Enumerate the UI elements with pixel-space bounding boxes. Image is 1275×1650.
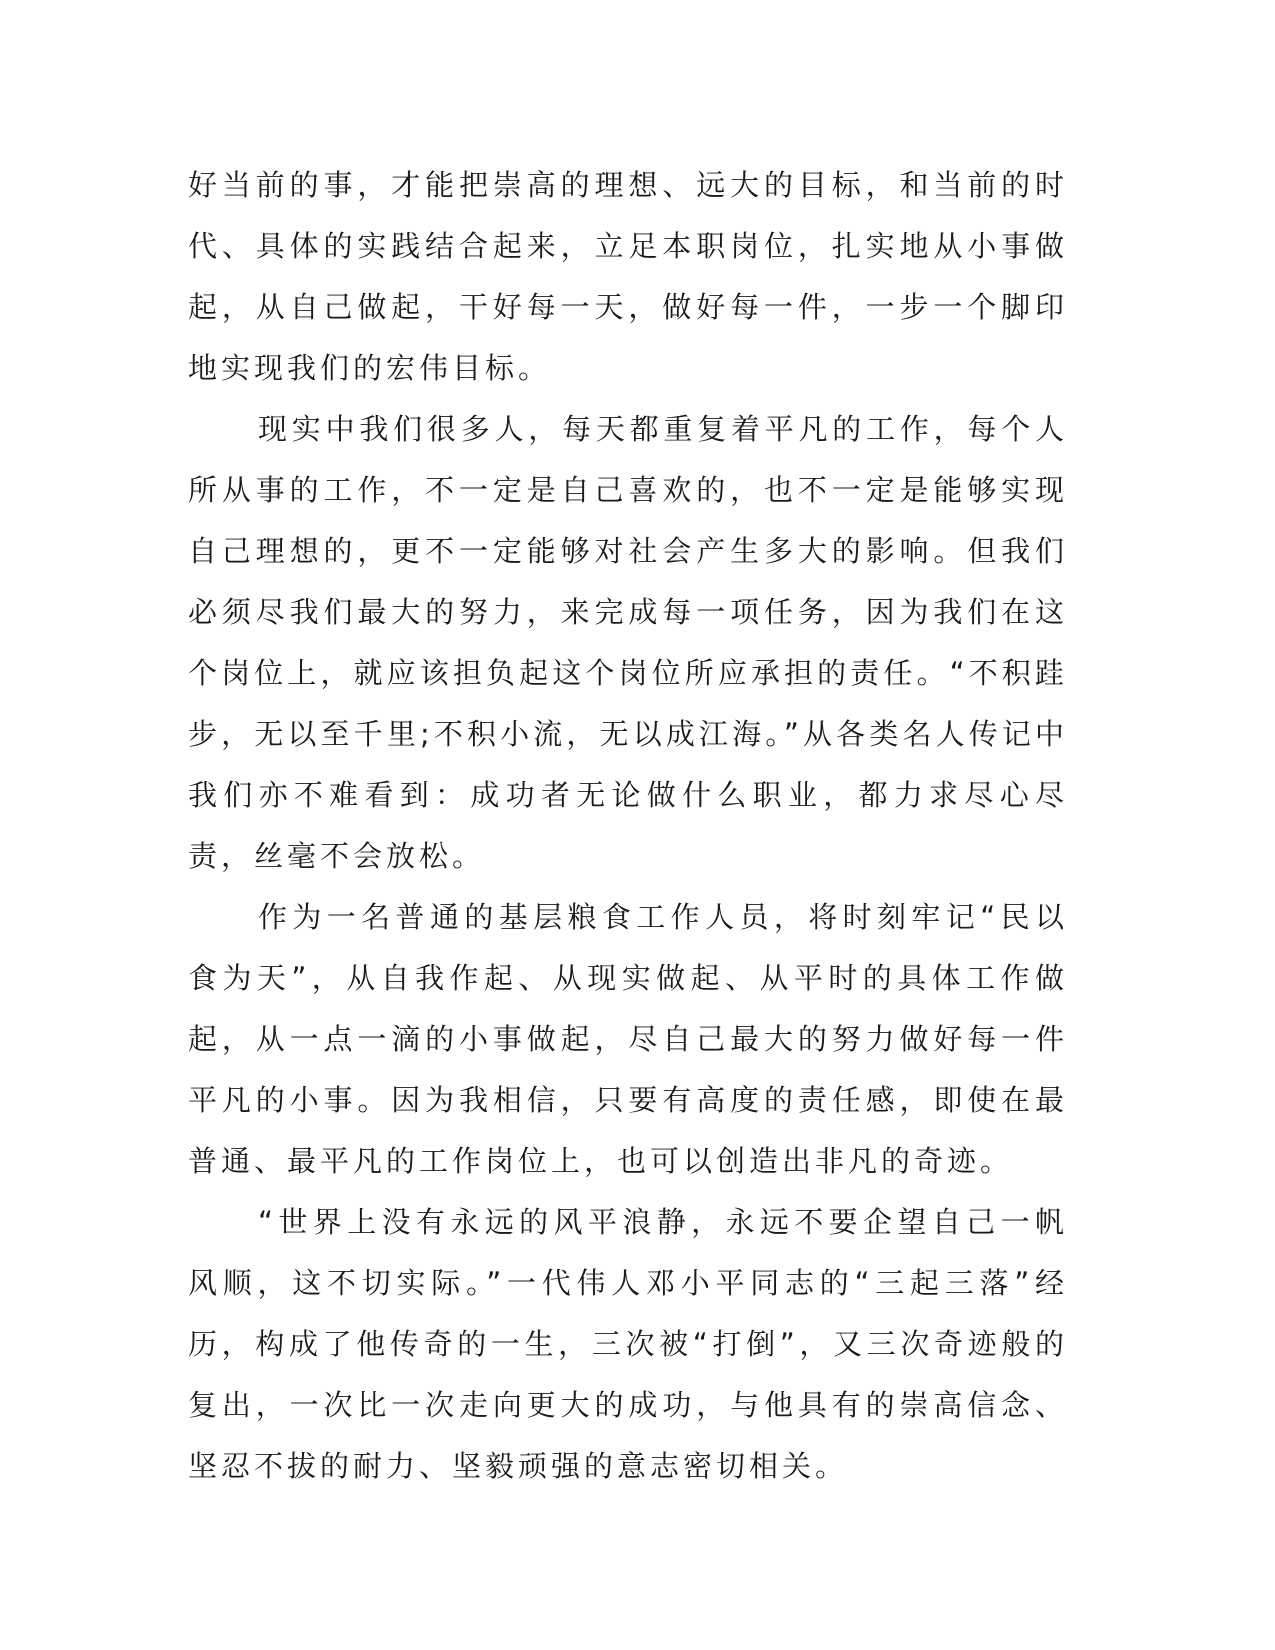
document-body xyxy=(188,155,1068,1497)
paragraph-1: 好当前的事，才能把崇高的理想、远大的目标，和当前的时代、具体的实践结合起来，立足本职岗位，扎实地从小事做起，从自己做起，干好每一天，做好每一件，一步一个脚印地实现我们的宏伟目标。 xyxy=(188,168,1068,385)
paragraph-2: 现实中我们很多人，每天都重复着平凡的工作，每个人所从事的工作，不一定是自己喜欢的，也不一定是能够实现自己理想的，更不一定能够对社会产生多大的影响。但我们必须尽我们最大的努力，来完成每一项任务，因为我们在这个岗位上，就应该担负起这个岗位所应承担的责任。“不积跬步，无以至千里;不积小流，无以成江海。”从各类名人传记中我们亦不难看到：成功者无论做什么职业，都力求尽心尽责，丝毫不会放松。 xyxy=(188,412,1068,873)
paragraph-4: “世界上没有永远的风平浪静，永远不要企望自己一帆风顺，这不切实际。”一代伟人邓小平同志的“三起三落”经历，构成了他传奇的一生，三次被“打倒”，又三次奇迹般的复出，一次比一次走向更大的成功，与他具有的崇高信念、坚忍不拔的耐力、坚毅顽强的意志密切相关。 xyxy=(188,1205,1068,1483)
paragraph-3: 作为一名普通的基层粮食工作人员，将时刻牢记“民以食为天”，从自我作起、从现实做起、从平时的具体工作做起，从一点一滴的小事做起，尽自己最大的努力做好每一件平凡的小事。因为我相信，只要有高度的责任感，即使在最普通、最平凡的工作岗位上，也可以创造出非凡的奇迹。 xyxy=(188,900,1068,1178)
